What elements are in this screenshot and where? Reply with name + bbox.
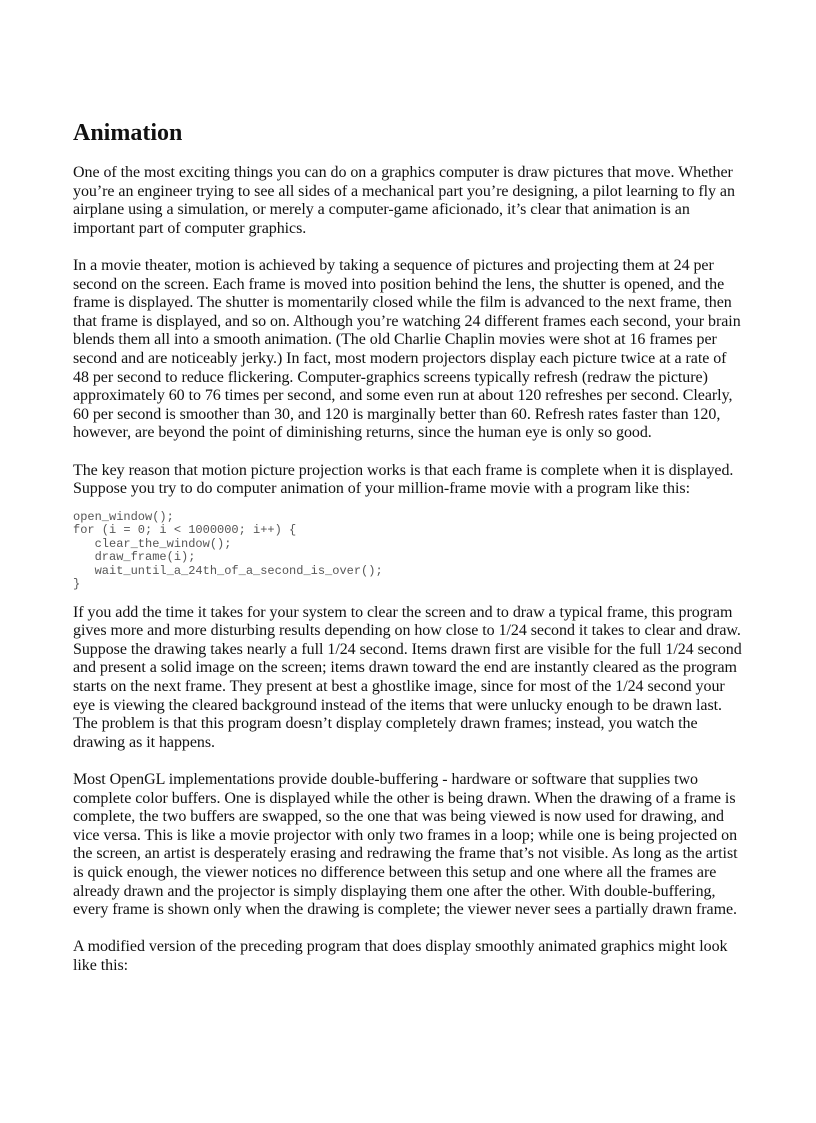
page-title: Animation — [73, 120, 183, 146]
code-line: clear_the_window(); — [73, 536, 232, 551]
paragraph-intro: One of the most exciting things you can do on a graphics computer is draw pictures that move. Whether you’re an engineer trying to see all sides of a mechanical part you’re designing, a pilot learning to fly an airplane using a simulation, or merely a computer-game aficionado, it’s clear that animation is an important part of computer graphics. — [73, 164, 735, 237]
document-page — [73, 118, 745, 994]
paragraph-key-reason: The key reason that motion picture projection works is that each frame is complete when it is displayed. Suppose you try to do computer animation of your million-frame movie with a program like this: — [73, 461, 734, 498]
code-line: wait_until_a_24th_of_a_second_is_over(); — [73, 563, 383, 578]
code-line: draw_frame(i); — [73, 550, 196, 565]
paragraph-movie-theater: In a movie theater, motion is achieved by taking a sequence of pictures and projecting them at 24 per second on the screen. Each frame is moved into position behind the lens, the shutter is opened, and the frame is displayed. The shutter is momentarily closed while the film is advanced to the next frame, then that frame is displayed, and so on. Although you’re watching 24 different frames each second, your brain blends them all into a smooth animation. (The old Charlie Chaplin movies were shot at 16 frames per second and are noticeably jerky.) In fact, most modern projectors display each picture twice at a rate of 48 per second to reduce flickering. Computer-graphics screens typically refresh (redraw the picture) approximately 60 to 76 times per second, and some even run at about 120 refreshes per second. Clearly, 60 per second is smoother than 30, and 120 is marginally better than 60. Refresh rates faster than 120, however, are beyond the point of diminishing returns, since the human eye is only so good. — [73, 256, 741, 442]
paragraph-double-buffering: Most OpenGL implementations provide double-buffering - hardware or software that supplies two complete color buffers. One is displayed while the other is being drawn. When the drawing of a frame is complete, the two buffers are swapped, so the one that was being viewed is now used for drawing, and vice versa. This is like a movie projector with only two frames in a loop; while one is being projected on the screen, an artist is desperately erasing and redrawing the frame that’s not visible. As long as the artist is quick enough, the viewer notices no difference between this setup and one where all the frames are already drawn and the projector is simply displaying them one after the other. With double-buffering, every frame is shown only when the drawing is complete; the viewer never sees a partially drawn frame. — [73, 771, 738, 919]
code-line: for (i = 0; i < 1000000; i++) { — [73, 523, 297, 538]
code-block — [73, 511, 745, 592]
paragraph-ghostlike: If you add the time it takes for your system to clear the screen and to draw a typical frame, this program gives more and more disturbing results depending on how close to 1/24 second it takes to clear and draw. Suppose the drawing takes nearly a full 1/24 second. Items drawn first are visible for the full 1/24 second and present a solid image on the screen; items drawn toward the end are instantly cleared as the program starts on the next frame. They present at best a ghostlike image, since for most of the 1/24 second your eye is viewing the cleared background instead of the items that were unlucky enough to be drawn last. The problem is that this program doesn’t display completely drawn frames; instead, you watch the drawing as it happens. — [73, 603, 742, 751]
paragraph-modified-version: A modified version of the preceding program that does display smoothly animated graphics might look like this: — [73, 938, 728, 974]
code-line: open_window(); — [73, 509, 174, 524]
code-line: } — [73, 577, 81, 592]
